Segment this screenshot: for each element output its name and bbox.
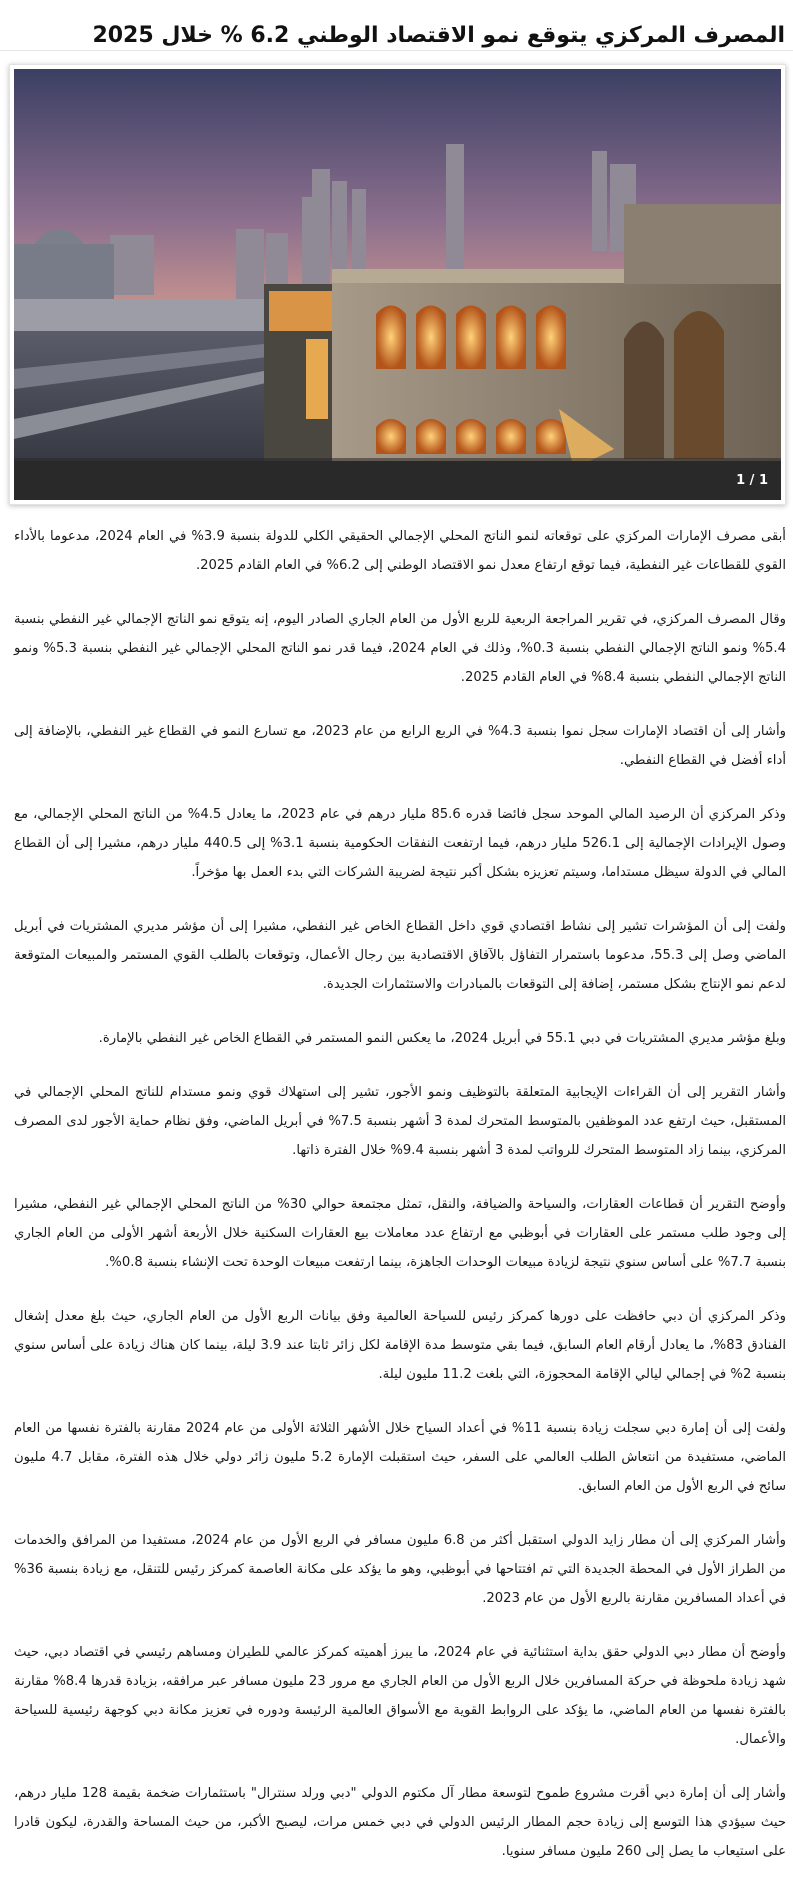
article-paragraph: وقال المصرف المركزي، في تقرير المراجعة الربعية للربع الأول من العام الجاري الصادر اليوم، إنه يتوقع نمو الناتج الإجمالي غير النفطي بنسبة 5.4% ونمو الناتج الإجمالي النفطي بنسبة 0.3%، وذلك في العام 2024، فيما قدر نمو الناتج المحلي الإجمالي غير النفطي بنسبة 5.3% ونمو الناتج الإجمالي النفطي بنسبة 8.4% في العام القادم 2025.	[14, 612, 787, 685]
article-paragraph: ولفت إلى أن المؤشرات تشير إلى نشاط اقتصادي قوي داخل القطاع الخاص غير النفطي، مشيرا إلى أن مؤشر مديري المشتريات في أبريل الماضي وصل إلى 55.3، مدعوما باستمرار التفاؤل بالآفاق الاقتصادية بين رجال الأعمال، وتوقعات بالطلب القوي المستمر والمبيعات المتوقعة لدعم نمو الإنتاج بشكل مستمر، إضافة إلى التوقعات بالمبادرات والاستثمارات الجديدة.	[14, 919, 786, 992]
article-paragraph: أبقى مصرف الإمارات المركزي على توقعاته لنمو الناتج المحلي الإجمالي الحقيقي الكلي للدولة بنسبة 3.9% في العام 2024، مدعوما بالأداء القوي للقطاعات غير النفطية، فيما توقع ارتفاع معدل نمو الاقتصاد الوطني إلى 6.2% في العام القادم 2025.	[14, 529, 786, 573]
article-body	[14, 522, 786, 1891]
central-bank-building-photo	[14, 69, 781, 500]
article-paragraph: وأوضح أن مطار دبي الدولي حقق بداية استثنائية في عام 2024، ما يبرز أهميته كمركز عالمي للطيران ومساهم رئيسي في اقتصاد دبي، حيث شهد زيادة ملحوظة في حركة المسافرين خلال الربع الأول من العام الجاري مع مرور 23 مليون مسافر عبر مرافقه، بزيادة قدرها 8.4% مقارنة بالفترة نفسها من العام الماضي، ما يؤكد على الروابط القوية مع الأسواق العالمية الرئيسة ودوره في تعزيز مكانة دبي كوجهة رئيسية للسياحة والأعمال.	[14, 1645, 787, 1747]
article-paragraph: وذكر المركزي أن الرصيد المالي الموحد سجل فائضا قدره 85.6 مليار درهم في عام 2023، ما يعادل 4.5% من الناتج المحلي الإجمالي، مع وصول الإيرادات الإجمالية إلى 526.1 مليار درهم، فيما ارتفعت النفقات الحكومية بنسبة 3.1% إلى 440.5 مليار درهم، مشيرا إلى أن القطاع المالي في الدولة سيظل مستداما، وسيتم تعزيزه بشكل أكبر نتيجة لضريبة الشركات التي بدء العمل بها مؤخراً.	[14, 807, 786, 880]
article-paragraph: وأشار إلى أن اقتصاد الإمارات سجل نموا بنسبة 4.3% في الربع الرابع من عام 2023، مع تسارع النمو في القطاع غير النفطي، بالإضافة إلى أداء أفضل في القطاع النفطي.	[14, 724, 787, 768]
photo-gallery[interactable]	[9, 64, 786, 505]
article-headline: المصرف المركزي يتوقع نمو الاقتصاد الوطني 6.2 % خلال 2025	[92, 22, 785, 48]
gallery-photo	[14, 69, 781, 500]
article-paragraph: وأشار التقرير إلى أن القراءات الإيجابية المتعلقة بالتوظيف ونمو الأجور، تشير إلى استهلاك قوي ونمو مستدام للناتج المحلي الإجمالي في المستقبل، حيث ارتفع عدد الموظفين بالمتوسط المتحرك لمدة 3 أشهر بنسبة 7.5% في أبريل الماضي، وفق نظام حماية الأجور لدى المصرف المركزي، بينما زاد المتوسط المتحرك للرواتب لمدة 3 أشهر بنسبة 9.4% خلال الفترة ذاتها.	[14, 1085, 787, 1158]
headline-divider	[0, 50, 793, 51]
gallery-caption-bar	[14, 458, 781, 500]
article-paragraph: ولفت إلى أن إمارة دبي سجلت زيادة بنسبة 11% في أعداد السياح خلال الأشهر الثلاثة الأولى من عام 2024 مقارنة بالفترة نفسها من العام الماضي، مستفيدة من انتعاش الطلب العالمي على السفر، حيث استقبلت الإمارة 5.2 مليون زائر دولي خلال هذه الفترة، مقابل 4.7 مليون سائح في الربع الأول من العام السابق.	[14, 1421, 786, 1494]
article-paragraph: وبلغ مؤشر مديري المشتريات في دبي 55.1 في أبريل 2024، ما يعكس النمو المستمر في القطاع الخاص غير النفطي بالإمارة.	[98, 1031, 786, 1046]
article-paragraph: وأشار المركزي إلى أن مطار زايد الدولي استقبل أكثر من 6.8 مليون مسافر في الربع الأول من عام 2024، مستفيدا من المرافق والخدمات من الطراز الأول في المحطة الجديدة التي تم افتتاحها في أبوظبي، وهو ما يؤكد على مكانة العاصمة كمركز رئيس للتنقل، مع زيادة بنسبة 36% في أعداد المسافرين مقارنة بالربع الأول من عام 2023.	[14, 1533, 786, 1606]
article-paragraph: وأشار إلى أن إمارة دبي أقرت مشروع طموح لتوسعة مطار آل مكتوم الدولي "دبي ورلد سنترال" باستثمارات ضخمة بقيمة 128 مليار درهم، حيث سيؤدي هذا التوسع إلى زيادة حجم المطار الرئيس الدولي في دبي خمس مرات، ليصبح الأكبر، من حيث المساحة والقدرة، ليكون قادرا على استيعاب ما يصل إلى 260 مليون مسافر سنويا.	[14, 1786, 786, 1859]
article-paragraph: وذكر المركزي أن دبي حافظت على دورها كمركز رئيس للسياحة العالمية وفق بيانات الربع الأول من العام الجاري، حيث بلغ معدل إشغال الفنادق 83%، ما يعادل أرقام العام السابق، فيما بقي متوسط مدة الإقامة لكل زائر ثابتا عند 3.9 ليلة، بينما كان هناك زيادة على أساس سنوي بنسبة 2% في إجمالي ليالي الإقامة المحجوزة، التي بلغت 11.2 مليون ليلة.	[14, 1309, 786, 1382]
article-paragraph: وأوضح التقرير أن قطاعات العقارات، والسياحة والضيافة، والنقل، تمثل مجتمعة حوالي 30% من الناتج المحلي الإجمالي غير النفطي، مشيرا إلى وجود طلب مستمر على العقارات في أبوظبي مع ارتفاع عدد معاملات بيع العقارات السكنية خلال الأربعة أشهر الأولى من العام الجاري بنسبة 7.7% على أساس سنوي نتيجة لزيادة مبيعات الوحدات الجاهزة، بينما ارتفعت مبيعات الوحدة تحت الإنشاء بنسبة 0.8%.	[14, 1197, 786, 1270]
gallery-counter: 1 / 1	[736, 473, 768, 488]
